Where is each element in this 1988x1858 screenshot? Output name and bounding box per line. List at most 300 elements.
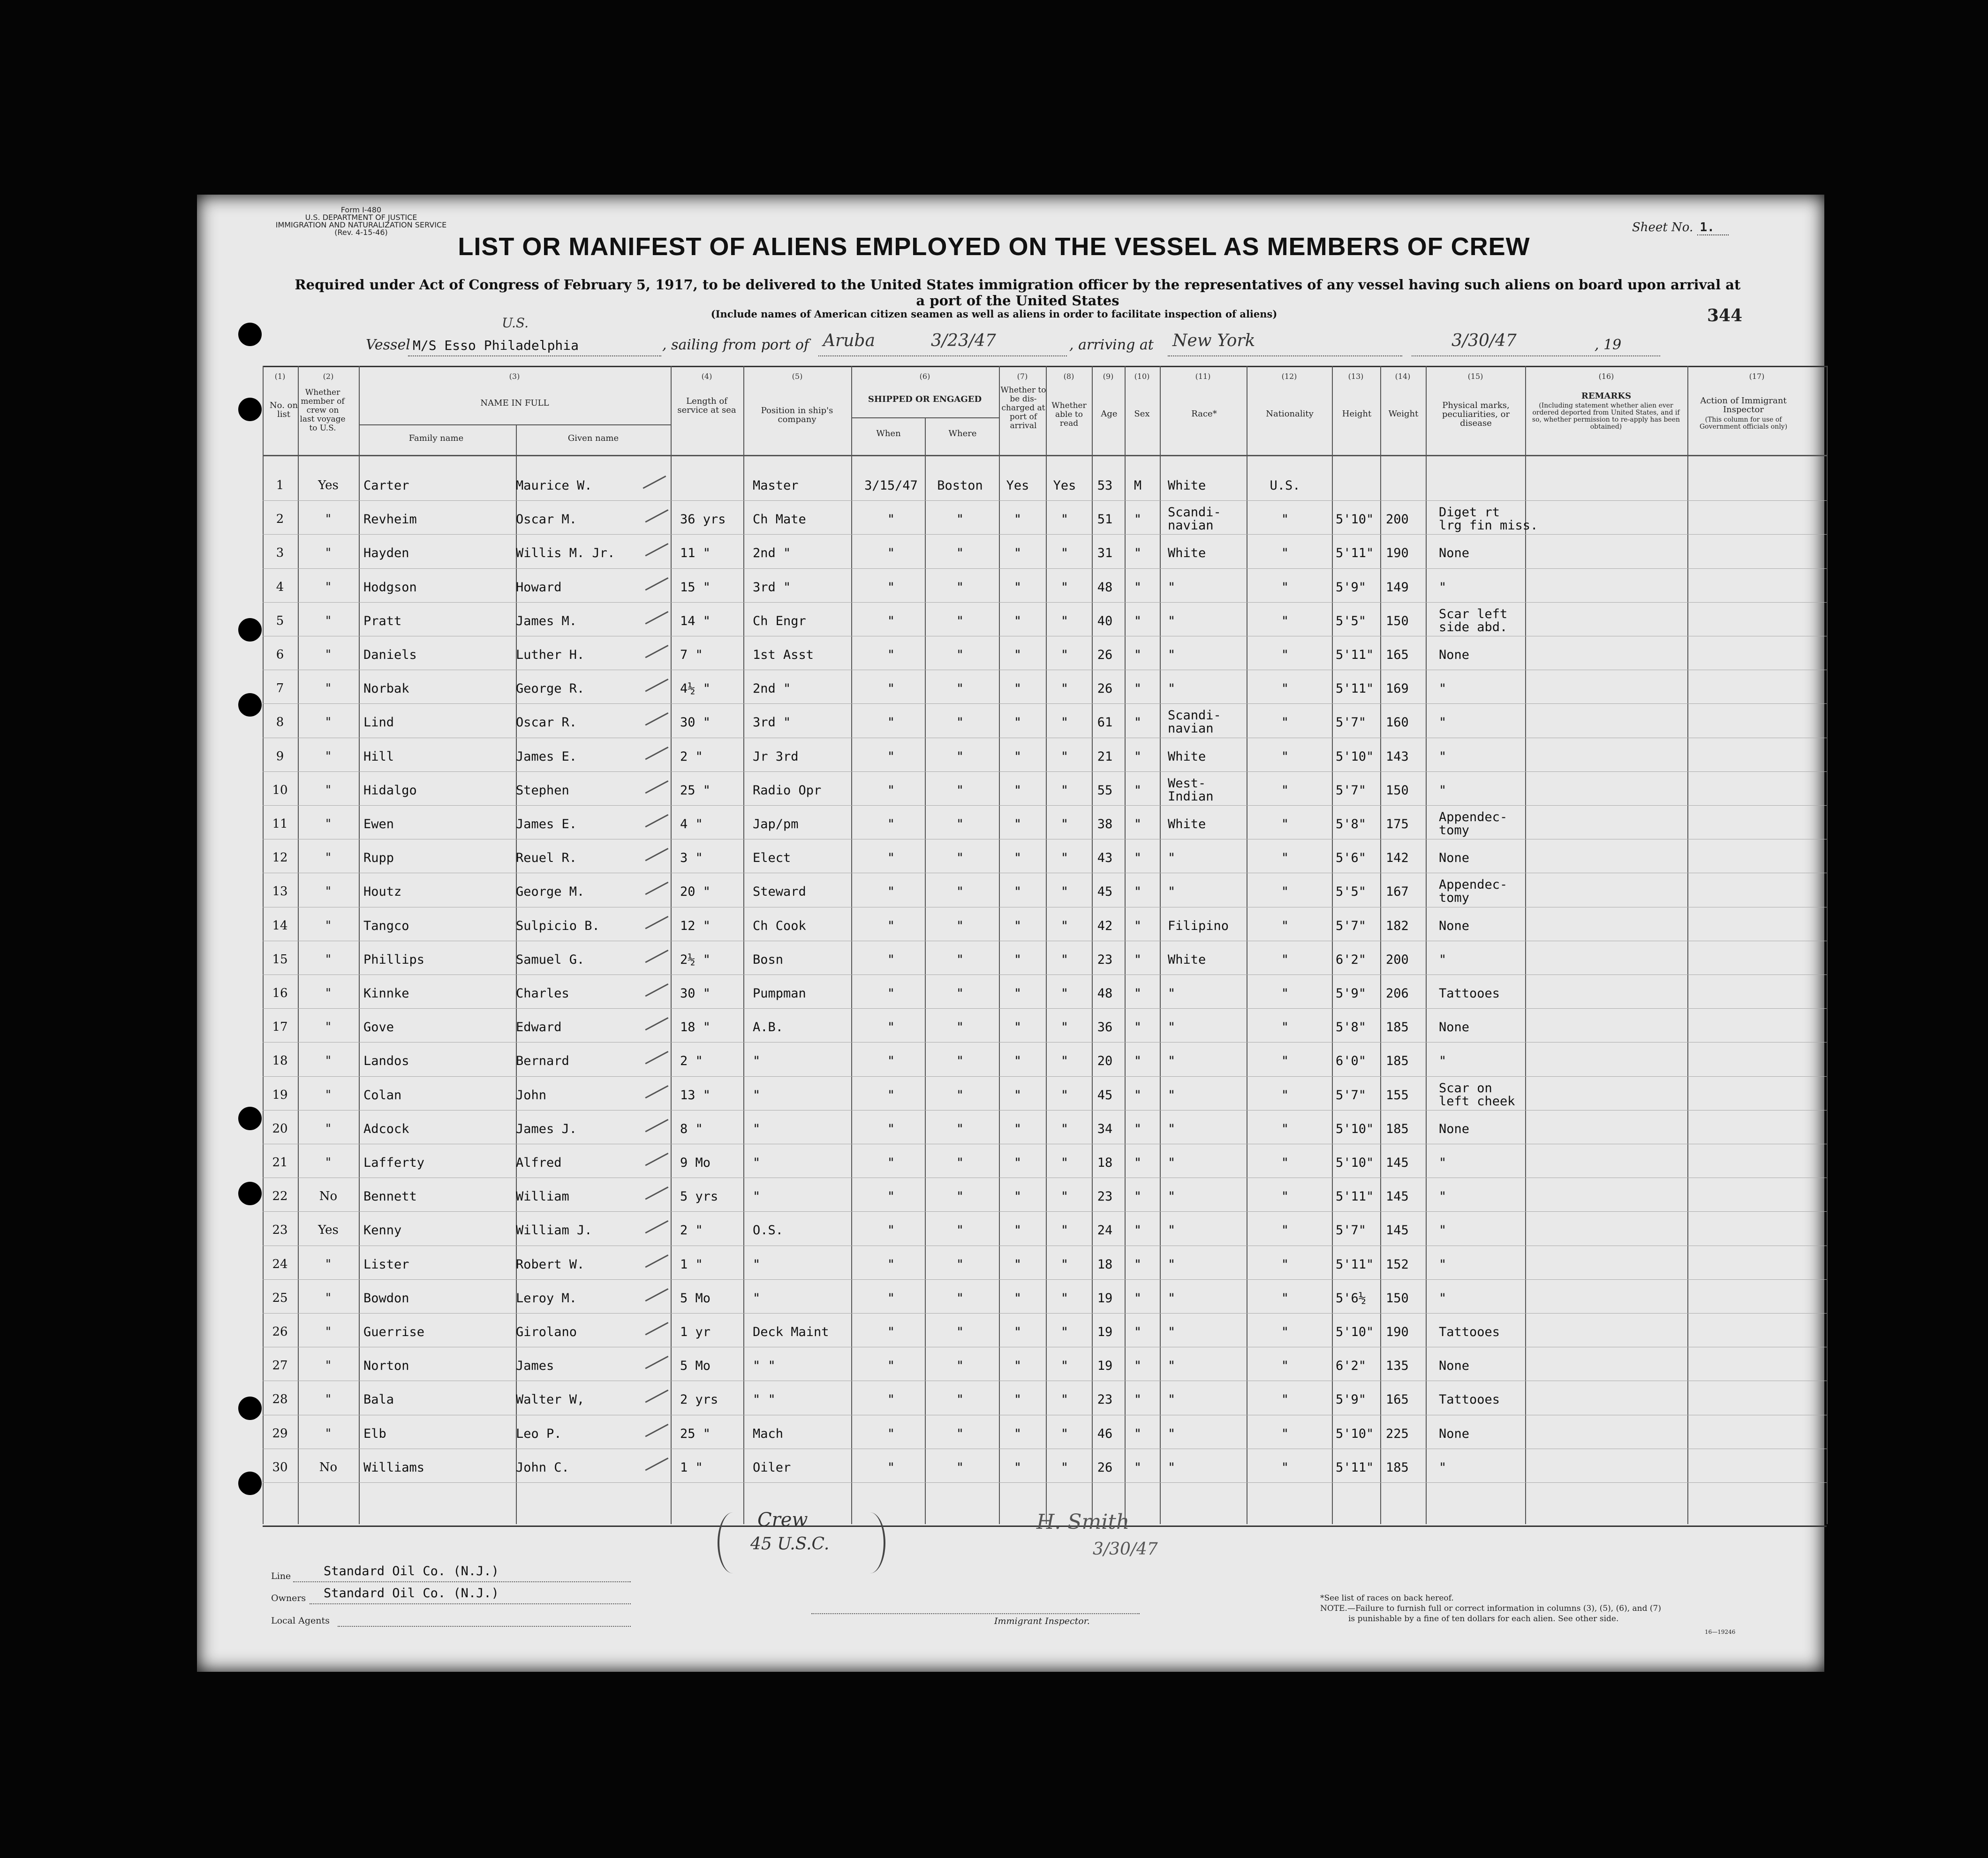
cell-family: Carter (363, 478, 409, 493)
row-rule (263, 500, 1827, 501)
cell-family: Kinnke (363, 986, 409, 1001)
cell-sex: " (1134, 1088, 1142, 1103)
cell-age: 19 (1097, 1291, 1113, 1306)
cell-marks: " (1439, 1257, 1447, 1272)
cell-service: 2 yrs (680, 1392, 718, 1407)
cell-when: " (887, 1189, 895, 1204)
page-title: LIST OR MANIFEST OF ALIENS EMPLOYED ON THE VESSEL AS MEMBERS OF CREW (458, 233, 1530, 261)
cell-weight: 169 (1386, 681, 1409, 696)
cell-family: Lind (363, 715, 394, 730)
cell-member: Yes (318, 478, 339, 492)
cell-position: 1st Asst (753, 648, 814, 662)
page-subtitle: Required under Act of Congress of February 5, 1917, to be delivered to the United States immigration officer by the representatives of any vessel having such aliens on board upon arrival at a port of the United States (295, 277, 1741, 309)
cell-height: 5'10" (1336, 749, 1374, 764)
cell-service: 1 " (680, 1257, 703, 1272)
cell-nationality: " (1281, 1359, 1289, 1374)
cell-member: " (325, 1257, 331, 1271)
column-number: (17) (1749, 372, 1765, 381)
cell-discharged: " (1013, 1156, 1022, 1170)
cell-age: 51 (1097, 512, 1113, 527)
cell-when: " (887, 1359, 895, 1374)
cell-discharged: " (1013, 681, 1022, 696)
column-divider (1525, 366, 1526, 1524)
agents-label: Local Agents (271, 1616, 330, 1626)
cell-race: " (1168, 648, 1176, 662)
row-rule (263, 1008, 1827, 1009)
cell-position: 3rd " (753, 715, 791, 730)
column-divider (851, 366, 852, 1524)
cell-nationality: " (1281, 749, 1289, 764)
cell-read: " (1060, 580, 1069, 595)
cell-nationality: " (1281, 1325, 1289, 1339)
cell-age: 18 (1097, 1257, 1113, 1272)
cell-read: " (1060, 1460, 1069, 1475)
cell-race: " (1168, 1121, 1176, 1136)
cell-age: 26 (1097, 1460, 1113, 1475)
cell-marks: None (1439, 1359, 1470, 1374)
cell-race: " (1168, 681, 1176, 696)
cell-age: 19 (1097, 1359, 1113, 1374)
cell-where: " (956, 1189, 964, 1204)
cell-given: Girolano (516, 1325, 577, 1339)
cell-where: " (956, 715, 964, 730)
cell-weight: 182 (1386, 918, 1409, 933)
row-rule (263, 771, 1827, 772)
cell-no: 27 (272, 1359, 288, 1373)
cell-position: " (753, 1189, 761, 1204)
cell-no: 24 (272, 1257, 288, 1271)
header-member: Whether member of crew on last voyage to U.S. (300, 388, 346, 433)
cell-member: " (325, 512, 331, 527)
cell-read: " (1060, 715, 1069, 730)
cell-read: " (1060, 952, 1069, 967)
row-rule (263, 805, 1827, 806)
cell-marks: Scar left side abd. (1439, 606, 1508, 634)
cell-service: 5 Mo (680, 1291, 711, 1306)
cell-discharged: " (1013, 1054, 1022, 1069)
cell-read: " (1060, 512, 1069, 527)
cell-family: Kenny (363, 1223, 402, 1238)
print-code: 16—19246 (1705, 1629, 1736, 1635)
cell-given: Luther H. (516, 648, 585, 662)
cell-no: 13 (272, 884, 288, 899)
header-service: Length of service at sea (677, 396, 736, 415)
cell-member: " (325, 648, 331, 662)
inspector-underline (811, 1613, 1140, 1614)
cell-read: " (1060, 648, 1069, 662)
port-underline (818, 355, 1067, 356)
column-divider (359, 366, 360, 1524)
cell-nationality: " (1281, 1020, 1289, 1035)
cell-family: Lafferty (363, 1156, 425, 1170)
column-number: (8) (1063, 372, 1074, 381)
cell-read: " (1060, 817, 1069, 831)
header-discharged: Whether to be dis-charged at port of arrival (1000, 385, 1046, 431)
cell-family: Hodgson (363, 580, 417, 595)
cell-height: 5'10" (1336, 1426, 1374, 1441)
header-subdivider (851, 417, 999, 418)
cell-service: 36 yrs (680, 512, 726, 527)
cell-service: 4 " (680, 817, 703, 831)
cell-given: John (516, 1088, 547, 1103)
cell-where: " (956, 546, 964, 561)
cell-marks: " (1439, 681, 1447, 696)
cell-sex: " (1134, 1325, 1142, 1339)
cell-family: Tangco (363, 918, 409, 933)
cell-nationality: " (1281, 1054, 1289, 1069)
cell-discharged: " (1013, 580, 1022, 595)
cell-when: " (887, 884, 895, 899)
crew-note: Crew (757, 1509, 808, 1531)
inspector-date: 3/30/47 (1093, 1540, 1158, 1559)
cell-where: " (956, 884, 964, 899)
cell-service: 15 " (680, 580, 711, 595)
cell-nationality: " (1281, 1223, 1289, 1238)
cell-race: " (1168, 1325, 1176, 1339)
cell-family: Williams (363, 1460, 425, 1475)
cell-no: 5 (276, 613, 284, 628)
cell-height: 5'10" (1336, 1156, 1374, 1170)
column-divider (298, 366, 299, 1524)
cell-service: 20 " (680, 884, 711, 899)
header-action: Action of Immigrant Inspector (1700, 396, 1787, 415)
cell-weight: 185 (1386, 1121, 1409, 1136)
cell-no: 8 (276, 715, 284, 730)
cell-marks: " (1439, 749, 1447, 764)
cell-read: " (1060, 1189, 1069, 1204)
cell-service: 25 " (680, 1426, 711, 1441)
cell-nationality: " (1281, 1291, 1289, 1306)
cell-sex: " (1134, 648, 1142, 662)
cell-marks: " (1439, 580, 1447, 595)
cell-family: Houtz (363, 884, 402, 899)
cell-race: " (1168, 1156, 1176, 1170)
cell-given: James E. (516, 817, 577, 831)
cell-family: Pratt (363, 613, 402, 628)
cell-given: Sulpicio B. (516, 918, 600, 933)
cell-marks: Tattooes (1439, 986, 1500, 1001)
cell-nationality: U.S. (1270, 478, 1300, 493)
cell-weight: 190 (1386, 1325, 1409, 1339)
cell-service: 7 " (680, 648, 703, 662)
arriving-port: New York (1172, 331, 1255, 350)
penalty-note: NOTE.—Failure to furnish full or correct information in columns (3), (5), (6), and (7) (1320, 1604, 1661, 1613)
cell-weight: 190 (1386, 546, 1409, 561)
column-number: (4) (701, 372, 712, 381)
column-divider (1332, 366, 1333, 1524)
cell-nationality: " (1281, 580, 1289, 595)
cell-position: Ch Engr (753, 613, 806, 628)
cell-height: 5'7" (1336, 918, 1367, 933)
cell-sex: " (1134, 1020, 1142, 1035)
cell-member: " (325, 715, 331, 730)
vessel-flag-note: U.S. (502, 315, 529, 331)
cell-position: Bosn (753, 952, 784, 967)
cell-given: Leo P. (516, 1426, 562, 1441)
cell-given: Willis M. Jr. (516, 546, 615, 561)
cell-service: 30 " (680, 715, 711, 730)
cell-service: 30 " (680, 986, 711, 1001)
cell-service: 2 " (680, 1223, 703, 1238)
cell-read: " (1060, 884, 1069, 899)
cell-age: 40 (1097, 613, 1113, 628)
cell-marks: " (1439, 1291, 1447, 1306)
cell-when: " (887, 613, 895, 628)
cell-sex: " (1134, 884, 1142, 899)
cell-marks: None (1439, 918, 1470, 933)
header-action-note: (This column for use of Government officials only) (1699, 416, 1788, 431)
column-divider (263, 366, 264, 1524)
cell-no: 15 (272, 952, 288, 967)
cell-service: 2 " (680, 749, 703, 764)
cell-position: Pumpman (753, 986, 806, 1001)
cell-where: " (956, 613, 964, 628)
column-number: (7) (1017, 372, 1028, 381)
cell-age: 23 (1097, 1189, 1113, 1204)
cell-weight: 165 (1386, 1392, 1409, 1407)
cell-family: Daniels (363, 648, 417, 662)
cell-marks: None (1439, 1121, 1470, 1136)
cell-family: Revheim (363, 512, 417, 527)
cell-service: 5 yrs (680, 1189, 718, 1204)
row-rule (263, 1482, 1827, 1483)
cell-discharged: " (1013, 851, 1022, 866)
header-marks: Physical marks, peculiarities, or disease (1442, 400, 1510, 428)
year-label: , 19 (1595, 337, 1622, 353)
cell-race: White (1168, 817, 1206, 831)
cell-member: " (325, 1020, 331, 1035)
cell-discharged: " (1013, 1189, 1022, 1204)
cell-when: 3/15/47 (864, 478, 918, 493)
cell-marks: None (1439, 851, 1470, 866)
cell-when: " (887, 580, 895, 595)
cell-where: " (956, 1257, 964, 1272)
cell-weight: 185 (1386, 1460, 1409, 1475)
column-number: (13) (1348, 372, 1364, 381)
cell-sex: " (1134, 817, 1142, 831)
cell-no: 10 (272, 783, 288, 797)
cell-where: " (956, 749, 964, 764)
cell-sex: " (1134, 783, 1142, 798)
cell-nationality: " (1281, 851, 1289, 866)
cell-weight: 206 (1386, 986, 1409, 1001)
row-rule (263, 1076, 1827, 1077)
cell-family: Ewen (363, 817, 394, 831)
cell-age: 61 (1097, 715, 1113, 730)
cell-member: " (325, 1426, 331, 1441)
cell-discharged: " (1013, 546, 1022, 561)
cell-race: " (1168, 1291, 1176, 1306)
row-rule (263, 602, 1827, 603)
header-race: Race* (1191, 409, 1217, 419)
cell-given: Charles (516, 986, 569, 1001)
cell-height: 5'7" (1336, 715, 1367, 730)
cell-when: " (887, 817, 895, 831)
cell-when: " (887, 1088, 895, 1103)
column-divider (1125, 366, 1126, 1524)
cell-position: Steward (753, 884, 806, 899)
cell-service: 4½ " (680, 681, 711, 696)
cell-weight: 145 (1386, 1223, 1409, 1238)
cell-race: " (1168, 1054, 1176, 1069)
cell-nationality: " (1281, 884, 1289, 899)
header-when: When (876, 429, 901, 438)
form-id-line: (Rev. 4-15-46) (334, 228, 388, 237)
page-number: 344 (1707, 306, 1743, 325)
column-divider (1160, 366, 1161, 1524)
cell-race: " (1168, 1088, 1176, 1103)
punch-hole (238, 693, 262, 717)
cell-marks: " (1439, 1460, 1447, 1475)
cell-where: " (956, 783, 964, 798)
cell-height: 5'9" (1336, 1392, 1367, 1407)
cell-read: " (1060, 681, 1069, 696)
row-rule (263, 974, 1827, 975)
column-number: (11) (1195, 372, 1211, 381)
cell-sex: " (1134, 1359, 1142, 1374)
cell-age: 36 (1097, 1020, 1113, 1035)
agents-underline (338, 1626, 631, 1627)
header-nationality: Nationality (1266, 409, 1314, 419)
cell-marks: None (1439, 1426, 1470, 1441)
cell-position: 3rd " (753, 580, 791, 595)
form-id-line: IMMIGRATION AND NATURALIZATION SERVICE (275, 220, 447, 229)
header-where: Where (948, 429, 977, 438)
cell-read: " (1060, 1325, 1069, 1339)
cell-service: 3 " (680, 851, 703, 866)
cell-nationality: " (1281, 986, 1289, 1001)
cell-discharged: " (1013, 648, 1022, 662)
cell-sex: " (1134, 1156, 1142, 1170)
cell-position: Jap/pm (753, 817, 799, 831)
cell-no: 4 (276, 580, 284, 594)
header-weight: Weight (1388, 409, 1419, 419)
cell-weight: 145 (1386, 1189, 1409, 1204)
header-given: Given name (567, 433, 619, 443)
cell-when: " (887, 1054, 895, 1069)
cell-given: Stephen (516, 783, 569, 798)
column-number: (1) (274, 372, 286, 381)
cell-family: Norton (363, 1359, 409, 1374)
cell-family: Guerrise (363, 1325, 425, 1339)
cell-discharged: " (1013, 1426, 1022, 1441)
cell-discharged: " (1013, 749, 1022, 764)
cell-nationality: " (1281, 613, 1289, 628)
cell-discharged: " (1013, 1291, 1022, 1306)
cell-race: " (1168, 1223, 1176, 1238)
cell-service: 12 " (680, 918, 711, 933)
cell-when: " (887, 1460, 895, 1475)
cell-when: " (887, 1156, 895, 1170)
cell-sex: " (1134, 749, 1142, 764)
cell-where: Boston (937, 478, 983, 493)
cell-discharged: " (1013, 1088, 1022, 1103)
cell-discharged: " (1013, 1392, 1022, 1407)
cell-given: James E. (516, 749, 577, 764)
cell-nationality: " (1281, 1257, 1289, 1272)
cell-no: 17 (272, 1020, 288, 1035)
cell-member: " (325, 580, 331, 594)
cell-given: Reuel R. (516, 851, 577, 866)
line-label: Line (271, 1571, 291, 1581)
cell-discharged: " (1013, 613, 1022, 628)
inspector-label: Immigrant Inspector. (994, 1616, 1090, 1626)
row-rule (263, 1313, 1827, 1314)
cell-when: " (887, 1020, 895, 1035)
cell-member: No (319, 1189, 338, 1204)
cell-marks: Tattooes (1439, 1325, 1500, 1339)
cell-given: Leroy M. (516, 1291, 577, 1306)
cell-read: " (1060, 1359, 1069, 1374)
cell-nationality: " (1281, 952, 1289, 967)
cell-race: " (1168, 1460, 1176, 1475)
cell-read: " (1060, 851, 1069, 866)
cell-nationality: " (1281, 1121, 1289, 1136)
cell-no: 19 (272, 1088, 288, 1102)
cell-height: 5'5" (1336, 613, 1367, 628)
cell-position: A.B. (753, 1020, 784, 1035)
cell-member: " (325, 884, 331, 899)
cell-no: 2 (276, 512, 284, 527)
cell-age: 20 (1097, 1054, 1113, 1069)
cell-marks: None (1439, 1020, 1470, 1035)
cell-position: " (753, 1156, 761, 1170)
cell-discharged: " (1013, 1257, 1022, 1272)
cell-weight: 150 (1386, 1291, 1409, 1306)
cell-service: 2 " (680, 1054, 703, 1069)
cell-when: " (887, 1223, 895, 1238)
penalty-note-2: is punishable by a fine of ten dollars for each alien. See other side. (1348, 1614, 1619, 1624)
cell-where: " (956, 681, 964, 696)
cell-read: " (1060, 1121, 1069, 1136)
cell-given: James J. (516, 1121, 577, 1136)
cell-family: Rupp (363, 851, 394, 866)
cell-discharged: " (1013, 817, 1022, 831)
cell-read: Yes (1053, 478, 1076, 493)
cell-member: " (325, 749, 331, 763)
cell-no: 7 (276, 681, 284, 696)
cell-no: 6 (276, 648, 284, 662)
cell-height: 5'5" (1336, 884, 1367, 899)
inspector-signature: H. Smith (1036, 1510, 1130, 1534)
cell-when: " (887, 1257, 895, 1272)
cell-discharged: " (1013, 715, 1022, 730)
cell-race: " (1168, 1426, 1176, 1441)
cell-family: Norbak (363, 681, 409, 696)
column-divider (999, 366, 1000, 1524)
cell-race: White (1168, 478, 1206, 493)
cell-sex: " (1134, 1189, 1142, 1204)
cell-position: Ch Mate (753, 512, 806, 527)
cell-marks: " (1439, 1054, 1447, 1069)
cell-service: 9 Mo (680, 1156, 711, 1170)
cell-weight: 175 (1386, 817, 1409, 831)
cell-marks: Appendec- tomy (1439, 877, 1508, 906)
cell-age: 19 (1097, 1325, 1113, 1339)
cell-given: Alfred (516, 1156, 562, 1170)
cell-sex: " (1134, 715, 1142, 730)
cell-height: 5'11" (1336, 681, 1374, 696)
cell-when: " (887, 715, 895, 730)
cell-age: 55 (1097, 783, 1113, 798)
cell-no: 26 (272, 1325, 288, 1339)
cell-family: Landos (363, 1054, 409, 1069)
cell-race: Scandi- navian (1168, 708, 1221, 736)
cell-discharged: " (1013, 1121, 1022, 1136)
cell-read: " (1060, 749, 1069, 764)
cell-sex: " (1134, 1460, 1142, 1475)
cell-sex: " (1134, 1392, 1142, 1407)
